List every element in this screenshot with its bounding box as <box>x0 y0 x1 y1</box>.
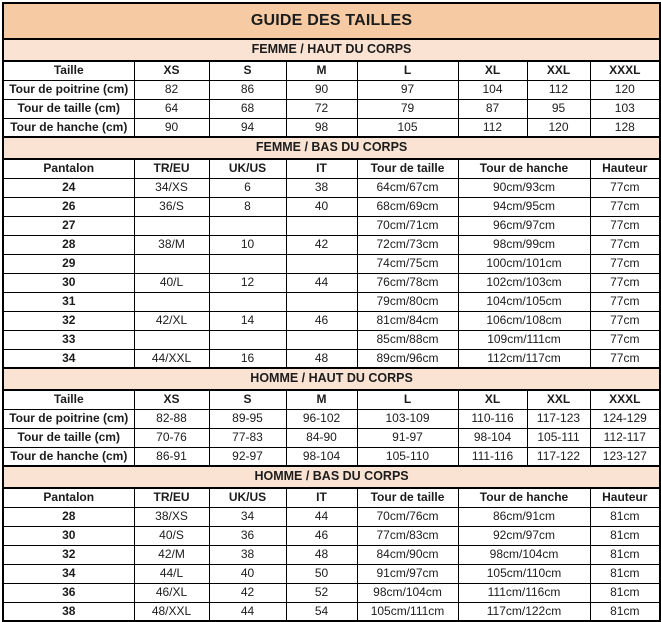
data-cell <box>134 330 209 349</box>
table-row <box>3 564 660 583</box>
data-cell: 34/XS <box>134 178 209 197</box>
row-label-cell: 30 <box>3 273 134 292</box>
table-row <box>3 602 660 621</box>
data-cell: 81cm/84cm <box>357 311 458 330</box>
data-cell: 111cm/116cm <box>458 583 590 602</box>
table-row <box>3 99 660 118</box>
row-label-cell: 32 <box>3 545 134 564</box>
data-cell: 128 <box>590 118 660 137</box>
data-cell: 40/L <box>134 273 209 292</box>
row-label-cell: Tour de poitrine (cm) <box>3 80 134 99</box>
data-cell: 104cm/105cm <box>458 292 590 311</box>
data-cell: 105-111 <box>527 428 590 447</box>
data-cell: 77cm <box>590 349 660 368</box>
column-header-cell: XXL <box>527 390 590 409</box>
row-label-cell: 26 <box>3 197 134 216</box>
row-label-cell: 36 <box>3 583 134 602</box>
table-row <box>3 235 660 254</box>
row-label-cell: 30 <box>3 526 134 545</box>
data-cell: 36 <box>209 526 286 545</box>
data-cell: 123-127 <box>590 447 660 466</box>
data-cell: 86 <box>209 80 286 99</box>
data-cell: 42 <box>286 235 357 254</box>
data-cell: 84-90 <box>286 428 357 447</box>
section-bar-homme-bas <box>3 466 660 488</box>
data-cell: 44/XXL <box>134 349 209 368</box>
data-cell: 96cm/97cm <box>458 216 590 235</box>
data-cell: 120 <box>590 80 660 99</box>
data-cell: 98-104 <box>286 447 357 466</box>
data-cell: 103-109 <box>357 409 458 428</box>
table-row <box>3 80 660 99</box>
column-header-cell: Pantalon <box>3 159 134 178</box>
data-cell: 117-122 <box>527 447 590 466</box>
table-row <box>3 118 660 137</box>
data-cell: 117-123 <box>527 409 590 428</box>
data-cell: 98 <box>286 118 357 137</box>
column-header-cell: XS <box>134 61 209 80</box>
data-cell: 92-97 <box>209 447 286 466</box>
data-cell: 98cm/99cm <box>458 235 590 254</box>
table-row <box>3 330 660 349</box>
data-cell: 14 <box>209 311 286 330</box>
table-row <box>3 254 660 273</box>
data-cell: 82-88 <box>134 409 209 428</box>
data-cell: 52 <box>286 583 357 602</box>
row-label-cell: 29 <box>3 254 134 273</box>
table-row <box>3 447 660 466</box>
data-cell: 98cm/104cm <box>458 545 590 564</box>
data-cell: 8 <box>209 197 286 216</box>
table-row <box>3 428 660 447</box>
data-cell <box>286 216 357 235</box>
size-guide-table <box>2 2 661 622</box>
data-cell: 90 <box>134 118 209 137</box>
data-cell: 112-117 <box>590 428 660 447</box>
data-cell: 104 <box>458 80 527 99</box>
data-cell: 46 <box>286 311 357 330</box>
data-cell: 48/XXL <box>134 602 209 621</box>
data-cell: 12 <box>209 273 286 292</box>
table-row <box>3 273 660 292</box>
row-label-cell: 34 <box>3 349 134 368</box>
data-cell: 74cm/75cm <box>357 254 458 273</box>
data-cell <box>286 254 357 273</box>
data-cell: 79 <box>357 99 458 118</box>
row-label-cell: 31 <box>3 292 134 311</box>
column-header-cell: M <box>286 390 357 409</box>
data-cell <box>209 330 286 349</box>
column-header-cell: Tour de taille <box>357 488 458 507</box>
title-row <box>3 3 660 39</box>
column-header-cell: Pantalon <box>3 488 134 507</box>
row-label-cell: 38 <box>3 602 134 621</box>
data-cell: 81cm <box>590 507 660 526</box>
data-cell: 44/L <box>134 564 209 583</box>
data-cell: 112 <box>527 80 590 99</box>
data-cell: 111-116 <box>458 447 527 466</box>
column-header-cell: Taille <box>3 61 134 80</box>
data-cell: 81cm <box>590 583 660 602</box>
data-cell: 89cm/96cm <box>357 349 458 368</box>
data-cell: 94 <box>209 118 286 137</box>
table-row <box>3 178 660 197</box>
column-header-row <box>3 159 660 178</box>
data-cell: 40 <box>209 564 286 583</box>
data-cell: 77cm <box>590 178 660 197</box>
column-header-cell: Hauteur <box>590 159 660 178</box>
data-cell: 85cm/88cm <box>357 330 458 349</box>
column-header-cell: IT <box>286 488 357 507</box>
data-cell: 84cm/90cm <box>357 545 458 564</box>
data-cell: 50 <box>286 564 357 583</box>
row-label-cell: 27 <box>3 216 134 235</box>
column-header-cell: XXL <box>527 61 590 80</box>
section-title: HOMME / BAS DU CORPS <box>3 466 660 488</box>
data-cell: 38 <box>286 178 357 197</box>
column-header-cell: XL <box>458 61 527 80</box>
column-header-cell: UK/US <box>209 159 286 178</box>
data-cell: 103 <box>590 99 660 118</box>
data-cell: 46 <box>286 526 357 545</box>
column-header-cell: L <box>357 61 458 80</box>
data-cell: 112 <box>458 118 527 137</box>
data-cell: 38 <box>209 545 286 564</box>
table-row <box>3 507 660 526</box>
row-label-cell: Tour de hanche (cm) <box>3 118 134 137</box>
section-bar-homme-haut <box>3 368 660 390</box>
data-cell: 76cm/78cm <box>357 273 458 292</box>
data-cell: 46/XL <box>134 583 209 602</box>
data-cell: 68cm/69cm <box>357 197 458 216</box>
data-cell: 89-95 <box>209 409 286 428</box>
data-cell: 98-104 <box>458 428 527 447</box>
data-cell: 95 <box>527 99 590 118</box>
table-row <box>3 311 660 330</box>
data-cell: 81cm <box>590 545 660 564</box>
column-header-cell: XXXL <box>590 390 660 409</box>
data-cell: 94cm/95cm <box>458 197 590 216</box>
row-label-cell: Tour de hanche (cm) <box>3 447 134 466</box>
data-cell: 77cm/83cm <box>357 526 458 545</box>
data-cell: 38/M <box>134 235 209 254</box>
data-cell: 92cm/97cm <box>458 526 590 545</box>
column-header-cell: XXXL <box>590 61 660 80</box>
data-cell: 106cm/108cm <box>458 311 590 330</box>
data-cell: 105cm/111cm <box>357 602 458 621</box>
column-header-row <box>3 488 660 507</box>
data-cell: 38/XS <box>134 507 209 526</box>
section-title: FEMME / HAUT DU CORPS <box>3 39 660 61</box>
column-header-cell: Tour de hanche <box>458 159 590 178</box>
data-cell: 16 <box>209 349 286 368</box>
data-cell: 90 <box>286 80 357 99</box>
data-cell <box>134 216 209 235</box>
column-header-cell: XS <box>134 390 209 409</box>
data-cell: 81cm <box>590 564 660 583</box>
data-cell: 48 <box>286 545 357 564</box>
data-cell: 44 <box>286 273 357 292</box>
data-cell: 77cm <box>590 216 660 235</box>
section-title: HOMME / HAUT DU CORPS <box>3 368 660 390</box>
data-cell <box>209 254 286 273</box>
data-cell <box>209 216 286 235</box>
column-header-cell: M <box>286 61 357 80</box>
column-header-cell: TR/EU <box>134 159 209 178</box>
column-header-cell: Hauteur <box>590 488 660 507</box>
data-cell: 79cm/80cm <box>357 292 458 311</box>
column-header-cell: UK/US <box>209 488 286 507</box>
data-cell <box>286 292 357 311</box>
data-cell: 91cm/97cm <box>357 564 458 583</box>
column-header-cell: S <box>209 390 286 409</box>
data-cell: 34 <box>209 507 286 526</box>
data-cell: 36/S <box>134 197 209 216</box>
row-label-cell: 34 <box>3 564 134 583</box>
data-cell: 77-83 <box>209 428 286 447</box>
data-cell: 77cm <box>590 235 660 254</box>
data-cell: 10 <box>209 235 286 254</box>
data-cell: 86-91 <box>134 447 209 466</box>
data-cell: 81cm <box>590 526 660 545</box>
data-cell: 70cm/71cm <box>357 216 458 235</box>
data-cell: 68 <box>209 99 286 118</box>
row-label-cell: 33 <box>3 330 134 349</box>
row-label-cell: 32 <box>3 311 134 330</box>
data-cell: 100cm/101cm <box>458 254 590 273</box>
data-cell: 117cm/122cm <box>458 602 590 621</box>
table-row <box>3 292 660 311</box>
data-cell <box>286 330 357 349</box>
column-header-cell: L <box>357 390 458 409</box>
row-label-cell: 28 <box>3 235 134 254</box>
data-cell: 77cm <box>590 197 660 216</box>
data-cell: 6 <box>209 178 286 197</box>
page-title: GUIDE DES TAILLES <box>3 3 660 39</box>
section-title: FEMME / BAS DU CORPS <box>3 137 660 159</box>
data-cell: 70-76 <box>134 428 209 447</box>
data-cell: 105-110 <box>357 447 458 466</box>
data-cell: 77cm <box>590 330 660 349</box>
column-header-cell: Tour de hanche <box>458 488 590 507</box>
table-row <box>3 409 660 428</box>
data-cell: 120 <box>527 118 590 137</box>
data-cell: 64 <box>134 99 209 118</box>
data-cell: 77cm <box>590 311 660 330</box>
data-cell: 77cm <box>590 292 660 311</box>
data-cell: 91-97 <box>357 428 458 447</box>
data-cell: 87 <box>458 99 527 118</box>
table-row <box>3 526 660 545</box>
data-cell: 96-102 <box>286 409 357 428</box>
column-header-cell: TR/EU <box>134 488 209 507</box>
column-header-cell: Taille <box>3 390 134 409</box>
column-header-cell: XL <box>458 390 527 409</box>
column-header-cell: Tour de taille <box>357 159 458 178</box>
row-label-cell: Tour de poitrine (cm) <box>3 409 134 428</box>
data-cell: 42/XL <box>134 311 209 330</box>
data-cell <box>134 254 209 273</box>
data-cell: 105 <box>357 118 458 137</box>
row-label-cell: Tour de taille (cm) <box>3 99 134 118</box>
data-cell: 86cm/91cm <box>458 507 590 526</box>
row-label-cell: Tour de taille (cm) <box>3 428 134 447</box>
column-header-cell: S <box>209 61 286 80</box>
table-row <box>3 216 660 235</box>
data-cell: 82 <box>134 80 209 99</box>
data-cell: 110-116 <box>458 409 527 428</box>
data-cell: 72 <box>286 99 357 118</box>
table-row <box>3 583 660 602</box>
data-cell: 102cm/103cm <box>458 273 590 292</box>
data-cell: 42 <box>209 583 286 602</box>
row-label-cell: 24 <box>3 178 134 197</box>
data-cell: 44 <box>286 507 357 526</box>
column-header-cell: IT <box>286 159 357 178</box>
data-cell <box>134 292 209 311</box>
data-cell: 48 <box>286 349 357 368</box>
data-cell: 112cm/117cm <box>458 349 590 368</box>
table-row <box>3 349 660 368</box>
data-cell: 42/M <box>134 545 209 564</box>
data-cell: 40/S <box>134 526 209 545</box>
table-row <box>3 545 660 564</box>
data-cell: 90cm/93cm <box>458 178 590 197</box>
table-row <box>3 197 660 216</box>
data-cell: 70cm/76cm <box>357 507 458 526</box>
data-cell: 97 <box>357 80 458 99</box>
data-cell <box>209 292 286 311</box>
section-bar-femme-bas <box>3 137 660 159</box>
data-cell: 77cm <box>590 273 660 292</box>
data-cell: 54 <box>286 602 357 621</box>
data-cell: 105cm/110cm <box>458 564 590 583</box>
row-label-cell: 28 <box>3 507 134 526</box>
column-header-row <box>3 390 660 409</box>
data-cell: 40 <box>286 197 357 216</box>
data-cell: 72cm/73cm <box>357 235 458 254</box>
data-cell: 98cm/104cm <box>357 583 458 602</box>
data-cell: 77cm <box>590 254 660 273</box>
data-cell: 44 <box>209 602 286 621</box>
data-cell: 124-129 <box>590 409 660 428</box>
data-cell: 109cm/111cm <box>458 330 590 349</box>
data-cell: 64cm/67cm <box>357 178 458 197</box>
data-cell: 81cm <box>590 602 660 621</box>
column-header-row <box>3 61 660 80</box>
section-bar-femme-haut <box>3 39 660 61</box>
